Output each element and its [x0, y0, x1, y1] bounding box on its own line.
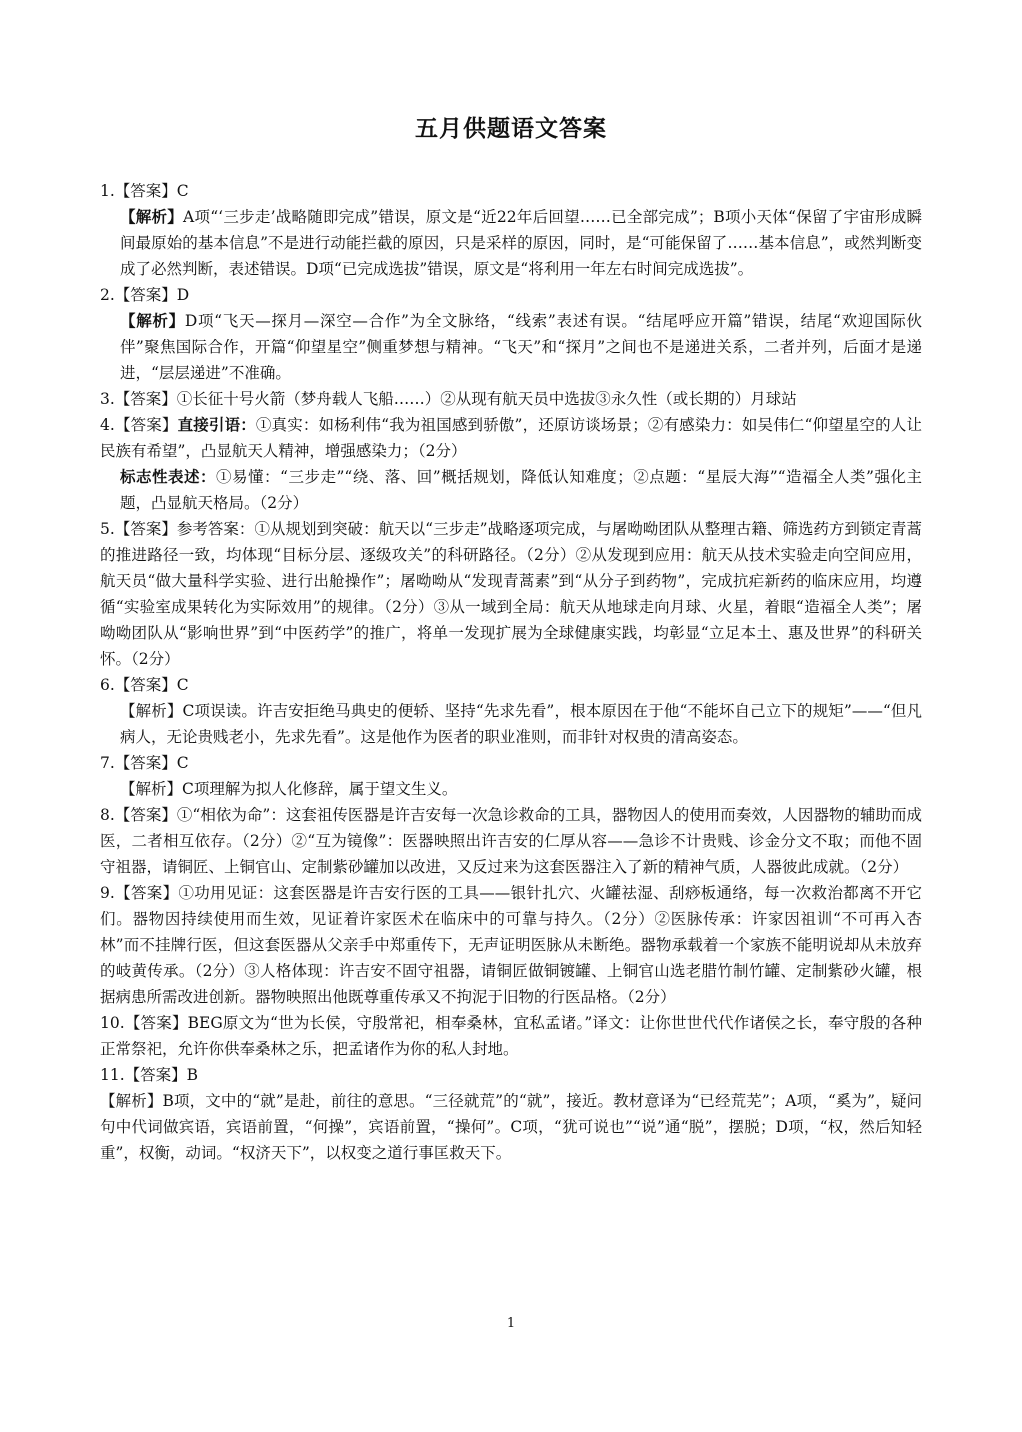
answer-text: ①真实：如杨利伟“我为祖国感到骄傲”，还原访谈场景；②有感染力：如吴伟仁“仰望星空的人让民族有希望”，凸显航天人精神，增强感染力；（2分）	[100, 416, 922, 460]
analysis-q1	[100, 204, 922, 282]
page-number: 1	[506, 1316, 516, 1331]
analysis-q11: 【解析】B项，文中的“就”是赴，前往的意思。“三径就荒”的“就”，接近。教材意译为“已经荒芜”；A项，“奚为”，疑问句中代词做宾语，宾语前置，“何操”，宾语前置，“操何”。C项，“犹可说也”“说”通“脱”，摆脱；D项，“权，然后知轻重”，权衡，动词。“权济天下”，以权变之道行事匡救天下。	[100, 1092, 923, 1162]
answer-q4	[100, 412, 922, 464]
answer-q3: 3.【答案】①长征十号火箭（梦舟载人飞船……）②从现有航天员中选拔③永久性（或长期的）月球站	[100, 390, 797, 408]
answer-q11: 11.【答案】B	[100, 1066, 199, 1084]
analysis-text: A项“‘三步走’战略随即完成”错误，原文是“近22年后回望……已全部完成”；B项小天体“保留了宇宙形成瞬间最原始的基本信息”不是进行动能拦截的原因，只是采样的原因，同时，是“可能保留了……基本信息”，或然判断变成了必然判断，表述错误。D项“已完成选拔”错误，原文是“将利用一年左右时间完成选拔”。	[120, 208, 922, 278]
analysis-text: D项“飞天—探月—深空—合作”为全文脉络，“线索”表述有误。“结尾呼应开篇”错误，结尾“欢迎国际伙伴”聚焦国际合作，开篇“仰望星空”侧重梦想与精神。“飞天”和“探月”之间也不是递进关系，二者并列，后面才是递进，“层层递进”不准确。	[120, 312, 922, 382]
answer-q7: 7.【答案】C	[100, 754, 189, 772]
answer-q9: 9.【答案】①功用见证：这套医器是许吉安行医的工具——银针扎穴、火罐祛湿、刮痧板通络，每一次救治都离不开它们。器物因持续使用而生效，见证着许家医术在临床中的可靠与持久。（2分）②医脉传承：许家因祖训“不可再入杏林”而不挂牌行医，但这套医器从父亲手中郑重传下，无声证明医脉从未断绝。器物承载着一个家族不能明说却从未放弃的岐黄传承。（2分）③人格体现：许吉安不固守祖器，请铜匠做铜镀罐、上铜官山选老腊竹制竹罐、定制紫砂火罐，根据病患所需改进创新。器物映照出他既尊重传承又不拘泥于旧物的行医品格。（2分）	[100, 884, 922, 1006]
direct-quote-label: 直接引语：	[177, 415, 256, 434]
answer-q5: 5.【答案】参考答案：①从规划到突破：航天以“三步走”战略逐项完成，与屠呦呦团队从整理古籍、筛选药方到锁定青蒿的推进路径一致，均体现“目标分层、逐级攻关”的科研路径。（2分）②从发现到应用：航天从技术实验走向空间应用，航天员“做大量科学实验、进行出舱操作”；屠呦呦从“发现青蒿素”到“从分子到药物”，完成抗疟新药的临床应用，均遵循“实验室成果转化为实际效用”的规律。（2分）③从一域到全局：航天从地球走向月球、火星，着眼“造福全人类”；屠呦呦团队从“影响世界”到“中医药学”的推广，将单一发现扩展为全球健康实践，均彰显“立足本土、惠及世界”的科研关怀。（2分）	[100, 520, 922, 668]
analysis-label: 【解析】	[120, 311, 185, 330]
answer-q4-part2	[100, 464, 922, 516]
answer-label: 4.【答案】	[100, 416, 178, 434]
answer-text: ①易懂：“三步走”“绕、落、回”概括规划，降低认知难度；②点题：“星辰大海”“造福全人类”强化主题，凸显航天格局。（2分）	[120, 468, 922, 512]
analysis-label: 【解析】	[120, 207, 184, 226]
analysis-q6: 【解析】C项误读。许吉安拒绝马典史的便轿、坚持“先求先看”，根本原因在于他“不能坏自己立下的规矩”——“但凡病人，无论贵贱老小，先求先看”。这是他作为医者的职业准则，而非针对权贵的清高姿态。	[120, 702, 922, 746]
answer-q6: 6.【答案】C	[100, 676, 189, 694]
answer-q8: 8.【答案】①“相依为命”：这套祖传医器是许吉安每一次急诊救命的工具，器物因人的使用而奏效，人因器物的辅助而成医，二者相互依存。（2分）②“互为镜像”：医器映照出许吉安的仁厚从容——急诊不计贵贱、诊金分文不取；而他不固守祖器，请铜匠、上铜官山、定制紫砂罐加以改进，又反过来为这套医器注入了新的精神气质，人器彼此成就。（2分）	[100, 806, 922, 876]
analysis-q7: 【解析】C项理解为拟人化修辞，属于望文生义。	[120, 780, 458, 798]
answer-body	[100, 178, 922, 1166]
page-title: 五月供题语文答案	[415, 116, 607, 142]
analysis-q2	[100, 308, 922, 386]
answer-q2: 2.【答案】D	[100, 286, 190, 304]
landmark-expression-label: 标志性表述：	[120, 467, 217, 486]
answer-q1: 1.【答案】C	[100, 182, 189, 200]
answer-q10: 10.【答案】BEG原文为“世为长侯，守殷常祀，相奉桑林，宜私孟诸。”译文：让你世世代代作诸侯之长，奉守殷的各种正常祭祀，允许你供奉桑林之乐，把孟诸作为你的私人封地。	[100, 1014, 922, 1058]
